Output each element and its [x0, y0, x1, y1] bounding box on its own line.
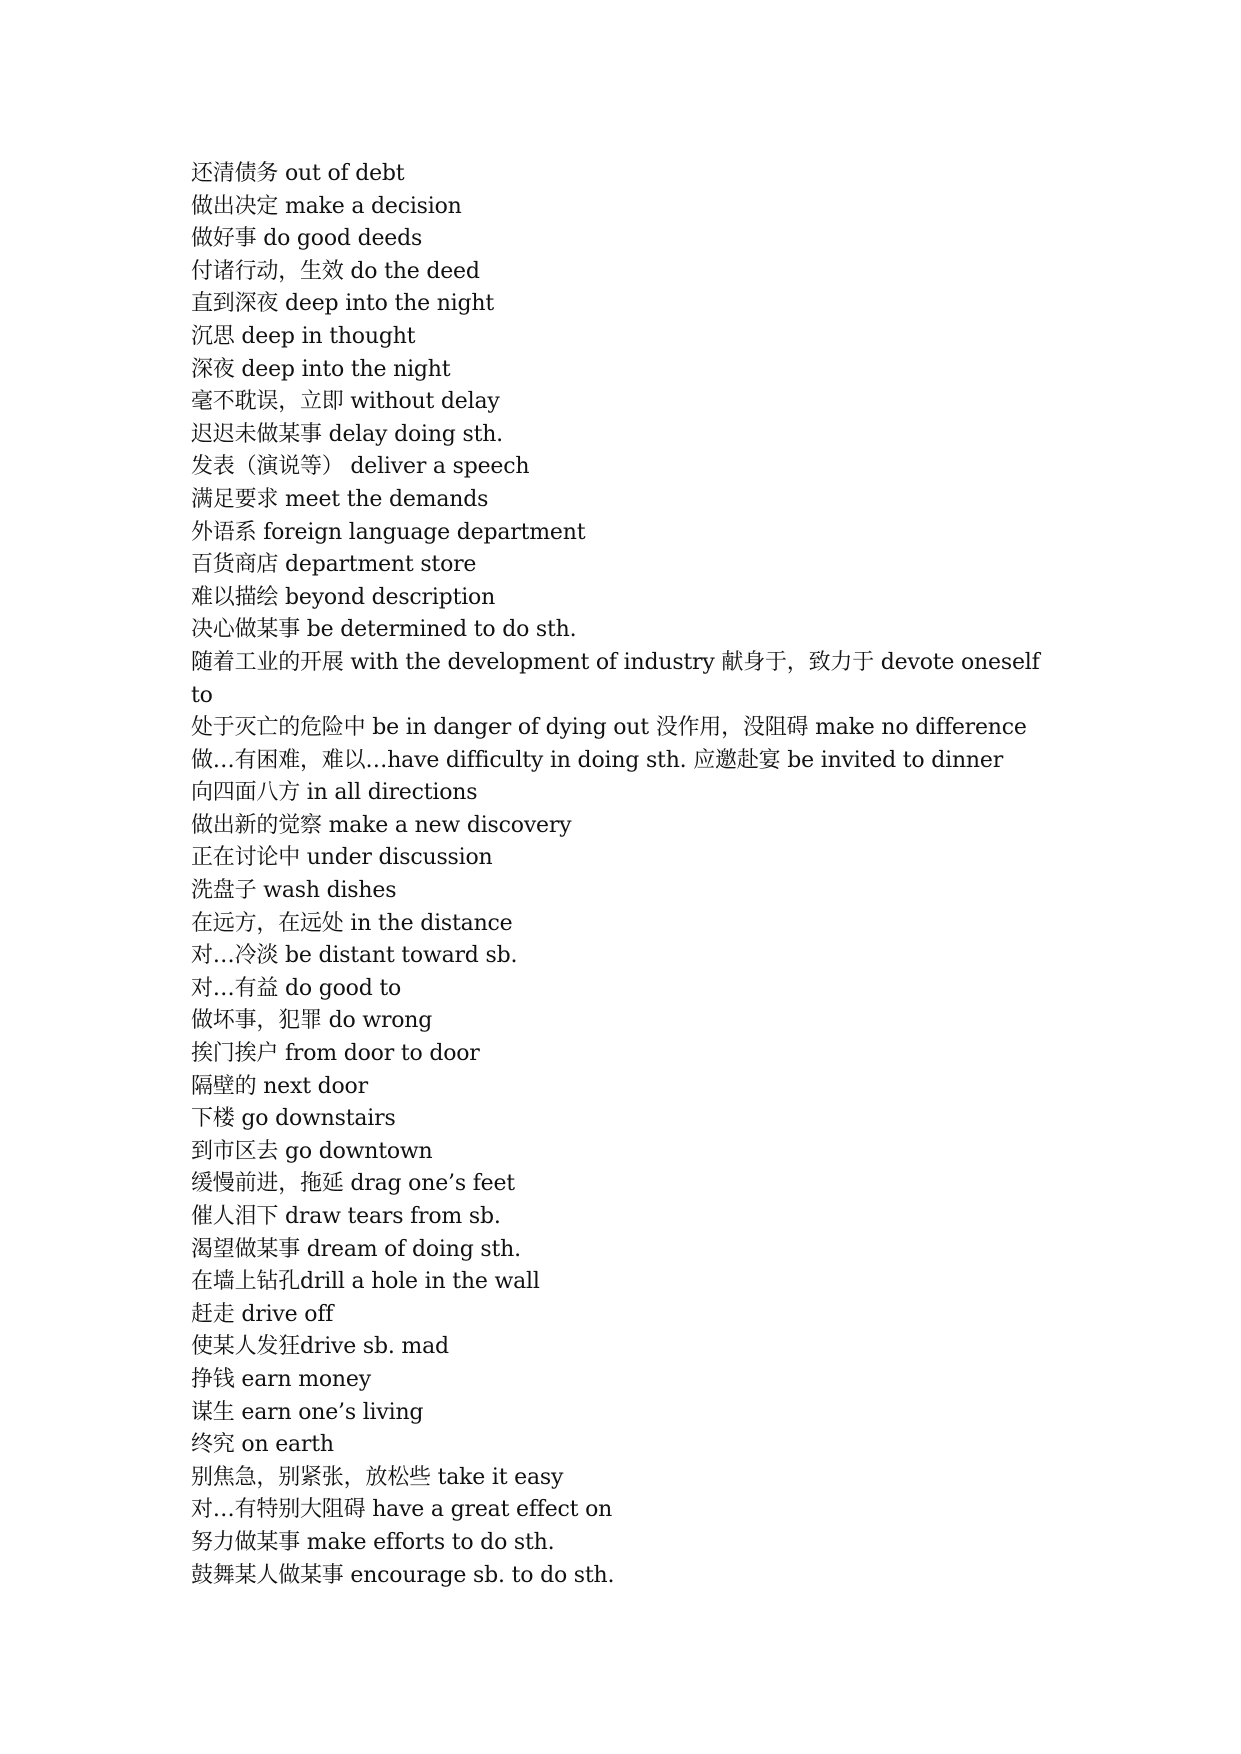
phrase-line: 到市区去 go downtown	[191, 1138, 433, 1164]
phrase-line: 决心做某事 be determined to do sth.	[191, 617, 577, 643]
phrase-line: 对…有益 do good to	[191, 975, 402, 1001]
phrase-line: 外语系 foreign language department	[191, 519, 586, 545]
phrase-line: 终究 on earth	[191, 1432, 334, 1458]
phrase-line: 迟迟未做某事 delay doing sth.	[191, 421, 503, 447]
phrase-line: 处于灭亡的危险中 be in danger of dying out 没作用，没阻碍 make no difference	[191, 715, 1027, 741]
phrase-list	[191, 158, 1051, 1592]
phrase-line: 随着工业的开展 with the development of industry 献身于，致力于 devote oneself to	[191, 649, 1040, 708]
phrase-line: 对…有特别大阻碍 have a great effect on	[191, 1497, 613, 1523]
phrase-line: 做好事 do good deeds	[191, 226, 423, 252]
phrase-line: 谋生 earn one’s living	[191, 1399, 424, 1425]
phrase-line: 别焦急，别紧张，放松些 take it easy	[191, 1464, 564, 1490]
phrase-line: 毫不耽误，立即 without delay	[191, 389, 500, 415]
phrase-line: 向四面八方 in all directions	[191, 780, 478, 806]
phrase-line: 缓慢前进，拖延 drag one’s feet	[191, 1171, 515, 1197]
phrase-line: 鼓舞某人做某事 encourage sb. to do sth.	[191, 1562, 615, 1588]
phrase-line: 挣钱 earn money	[191, 1366, 371, 1392]
phrase-line: 使某人发狂drive sb. mad	[191, 1334, 449, 1360]
phrase-line: 对…冷淡 be distant toward sb.	[191, 943, 518, 969]
phrase-line: 满足要求 meet the demands	[191, 486, 489, 512]
phrase-line: 渴望做某事 dream of doing sth.	[191, 1236, 521, 1262]
phrase-line: 正在讨论中 under discussion	[191, 845, 493, 871]
phrase-line: 做…有困难，难以…have difficulty in doing sth. 应邀赴宴 be invited to dinner	[191, 747, 1004, 773]
phrase-line: 在墙上钻孔drill a hole in the wall	[191, 1269, 540, 1295]
phrase-line: 做出新的觉察 make a new discovery	[191, 812, 572, 838]
phrase-line: 深夜 deep into the night	[191, 356, 451, 382]
phrase-line: 做坏事，犯罪 do wrong	[191, 1008, 433, 1034]
phrase-line: 洗盘子 wash dishes	[191, 878, 397, 904]
phrase-line: 赶走 drive off	[191, 1301, 334, 1327]
phrase-line: 做出决定 make a decision	[191, 193, 462, 219]
phrase-line: 催人泪下 draw tears from sb.	[191, 1204, 501, 1229]
phrase-line: 沉思 deep in thought	[191, 323, 416, 349]
phrase-line: 努力做某事 make efforts to do sth.	[191, 1529, 555, 1555]
phrase-line: 发表（演说等） deliver a speech	[191, 454, 530, 480]
phrase-line: 下楼 go downstairs	[191, 1106, 396, 1132]
phrase-line: 付诸行动，生效 do the deed	[191, 258, 480, 284]
phrase-line: 在远方，在远处 in the distance	[191, 910, 513, 936]
phrase-line: 还清债务 out of debt	[191, 161, 405, 186]
phrase-line: 挨门挨户 from door to door	[191, 1041, 480, 1067]
phrase-line: 隔壁的 next door	[191, 1073, 368, 1099]
phrase-line: 百货商店 department store	[191, 552, 477, 578]
phrase-line: 直到深夜 deep into the night	[191, 291, 494, 317]
phrase-line: 难以描绘 beyond description	[191, 584, 496, 610]
